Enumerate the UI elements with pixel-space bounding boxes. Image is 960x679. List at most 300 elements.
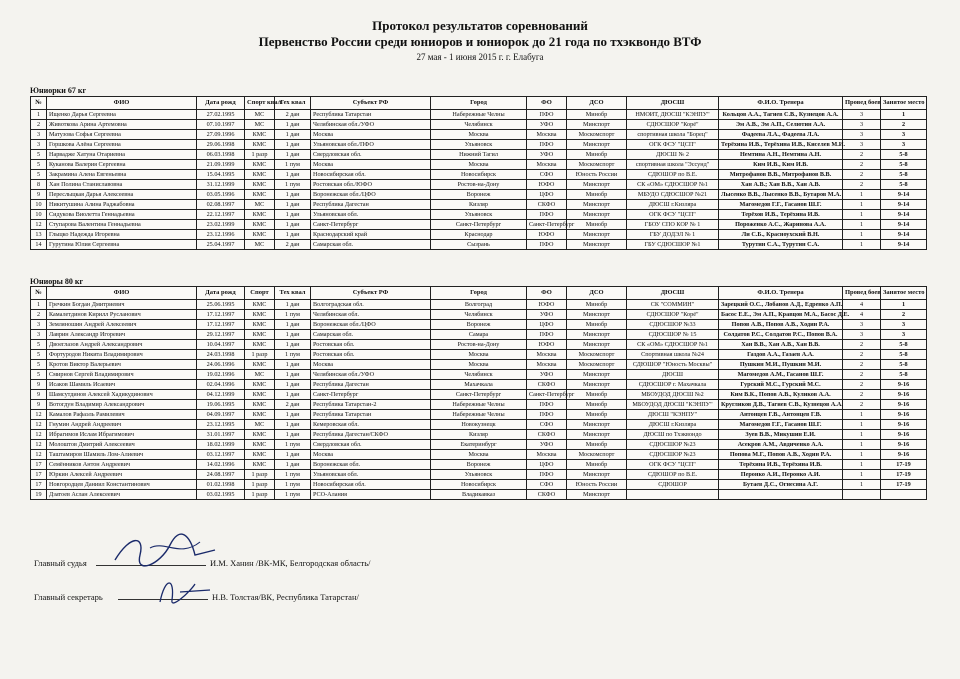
table-cell: Новгородцев Даниил Константинович: [47, 480, 197, 490]
table-cell: 1 пум: [275, 180, 311, 190]
table-cell: КМС: [245, 140, 275, 150]
table-cell: Москомспорт: [567, 160, 627, 170]
table-cell: 19.06.1995: [197, 400, 245, 410]
table-cell: Челябинская обл./УФО: [311, 120, 431, 130]
column-header: Дата рожд: [197, 97, 245, 110]
table-cell: Москва: [311, 130, 431, 140]
table-cell: 1 дан: [275, 140, 311, 150]
table-cell: 1 дан: [275, 230, 311, 240]
table-cell: Минобр: [567, 150, 627, 160]
table-cell: Попов А.В., Попов А.В., Ходин Р.А.: [719, 320, 843, 330]
table-row: [31, 160, 927, 170]
table-cell: Басос Е.Е., Эм А.П., Кравцов М.А., Басос Д.Е.: [719, 310, 843, 320]
table-cell: Вотогдун Владимир Александрович: [47, 400, 197, 410]
table-cell: СДЮШОР "Юность Москвы": [627, 360, 719, 370]
table-cell: 1: [843, 410, 881, 420]
table-cell: Минспорт: [567, 180, 627, 190]
table-cell: 2: [843, 360, 881, 370]
table-cell: 9-16: [881, 450, 927, 460]
table-cell: Челябинск: [431, 370, 527, 380]
table-cell: Санкт-Петербург: [311, 390, 431, 400]
table-cell: Новосибирск: [431, 480, 527, 490]
table-cell: Зуев В.В., Микушин Е.И.: [719, 430, 843, 440]
table-cell: Гурский М.С., Гурский М.С.: [719, 380, 843, 390]
table-cell: 9-14: [881, 200, 927, 210]
table-cell: МБУДО СДЮСШОР №21: [627, 190, 719, 200]
table-cell: 17-19: [881, 480, 927, 490]
table-cell: 1 дан: [275, 120, 311, 130]
table-cell: Ищенко Дарья Сергеевна: [47, 110, 197, 120]
table-cell: 1 дан: [275, 430, 311, 440]
table-cell: 1 пум: [275, 470, 311, 480]
table-cell: Новосибирская обл.: [311, 170, 431, 180]
table-cell: Лаврин Александр Игоревич: [47, 330, 197, 340]
table-cell: Москва: [311, 360, 431, 370]
table-cell: МС: [245, 110, 275, 120]
table-cell: 8: [31, 180, 47, 190]
table-cell: Минобр: [567, 410, 627, 420]
results-table-women-67: [30, 96, 927, 250]
table-cell: 2: [843, 350, 881, 360]
table-cell: Республика Татарстан-2: [311, 400, 431, 410]
table-cell: Новосибирская обл.: [311, 480, 431, 490]
table-cell: 4: [843, 300, 881, 310]
column-header: ДСО: [567, 287, 627, 300]
table-cell: Фортуродов Никита Владимирович: [47, 350, 197, 360]
table-cell: УФО: [527, 150, 567, 160]
table-cell: Асекров А.М., Авдиченко А.А.: [719, 440, 843, 450]
table-cell: 1 пум: [275, 440, 311, 450]
table-cell: Минобр: [567, 400, 627, 410]
table-cell: 2 дан: [275, 110, 311, 120]
table-cell: 10.04.1997: [197, 340, 245, 350]
table-cell: Терёхина И.В., Терёхина И.В.: [719, 460, 843, 470]
table-cell: КМС: [245, 410, 275, 420]
table-cell: 1: [843, 440, 881, 450]
table-cell: Минспорт: [567, 470, 627, 480]
table-cell: [719, 490, 843, 500]
table-cell: 5: [31, 360, 47, 370]
table-cell: 1: [843, 200, 881, 210]
table-cell: 14: [31, 240, 47, 250]
table-cell: ЮФО: [527, 180, 567, 190]
table-cell: Юность России: [567, 480, 627, 490]
table-cell: 5: [31, 350, 47, 360]
table-cell: 1: [881, 300, 927, 310]
table-cell: Москва: [527, 360, 567, 370]
table-cell: 17-19: [881, 470, 927, 480]
table-cell: 9: [31, 390, 47, 400]
table-row: [31, 350, 927, 360]
table-cell: Хан В.В., Хан А.В., Хан В.В.: [719, 340, 843, 350]
table-cell: 3: [843, 320, 881, 330]
table-cell: 1 пум: [275, 490, 311, 500]
chief-judge-signature: [110, 530, 220, 570]
table-cell: Воронеж: [431, 460, 527, 470]
table-cell: 15.04.1995: [197, 170, 245, 180]
table-cell: Пушкин М.И., Пушкин М.И.: [719, 360, 843, 370]
table-cell: Набережные Челны: [431, 410, 527, 420]
table-cell: КМС: [245, 330, 275, 340]
table-cell: СДЮСШОР "Корё": [627, 120, 719, 130]
table-row: [31, 140, 927, 150]
table-cell: 24.08.1997: [197, 470, 245, 480]
table-cell: ПФО: [527, 330, 567, 340]
table-cell: 1 разр: [245, 470, 275, 480]
table-cell: 17-19: [881, 460, 927, 470]
table-cell: Москомспорт: [567, 350, 627, 360]
table-cell: Кемеровская обл.: [311, 420, 431, 430]
table-cell: 9-16: [881, 390, 927, 400]
table-row: [31, 370, 927, 380]
table-cell: Лысенко В.В., Лысенко В.В., Бутаров М.А.: [719, 190, 843, 200]
table-cell: КМС: [245, 130, 275, 140]
table-cell: Кругликов Д.В., Тагиев С.В., Кузнецов А.А.: [719, 400, 843, 410]
table-row: [31, 200, 927, 210]
table-cell: 9: [31, 400, 47, 410]
table-cell: ПФО: [527, 240, 567, 250]
table-row: [31, 490, 927, 500]
table-cell: Двоеглазов Андрей Александрович: [47, 340, 197, 350]
table-cell: 1 дан: [275, 420, 311, 430]
table-cell: [627, 490, 719, 500]
table-cell: Камалов Рафаэль Рамилевич: [47, 410, 197, 420]
table-cell: Ростовская обл.: [311, 340, 431, 350]
table-cell: 1 дан: [275, 150, 311, 160]
table-cell: КМС: [245, 210, 275, 220]
table-cell: Санкт-Петербург: [527, 390, 567, 400]
table-cell: 19: [31, 490, 47, 500]
table-cell: Республика Татарстан: [311, 410, 431, 420]
table-cell: Кольцов А.А., Тагиев С.В., Кузнецов А.А.: [719, 110, 843, 120]
table-cell: Санкт-Петербург: [311, 220, 431, 230]
table-cell: 17: [31, 460, 47, 470]
table-row: [31, 460, 927, 470]
table-cell: 9-16: [881, 430, 927, 440]
table-cell: Газдов А.А., Газаев А.А.: [719, 350, 843, 360]
column-header: ДСО: [567, 97, 627, 110]
table-cell: Магомедов А.М., Гасанов Ш.Г.: [719, 370, 843, 380]
table-row: [31, 180, 927, 190]
table-cell: 1: [843, 220, 881, 230]
table-cell: КМС: [245, 310, 275, 320]
column-header: Субъект РФ: [311, 97, 431, 110]
table-cell: 1 дан: [275, 390, 311, 400]
table-cell: Перонко А.И., Перонко А.И.: [719, 470, 843, 480]
table-cell: Кизляр: [431, 200, 527, 210]
table-cell: 2: [843, 150, 881, 160]
table-cell: Воронежская обл.: [311, 460, 431, 470]
table-cell: 5-8: [881, 350, 927, 360]
table-cell: Солдатов Р.С., Солдатов Р.С., Попов В.А.: [719, 330, 843, 340]
table-cell: 2: [881, 120, 927, 130]
table-cell: 5-8: [881, 370, 927, 380]
table-cell: СДЮСШОР №23: [627, 440, 719, 450]
table-cell: МС: [245, 370, 275, 380]
table-cell: 1 дан: [275, 130, 311, 140]
table-cell: 1: [843, 450, 881, 460]
table-cell: КМС: [245, 160, 275, 170]
table-cell: 1: [881, 110, 927, 120]
table-cell: 2: [843, 390, 881, 400]
table-cell: Таштамиров Шамиль Лом-Алиевич: [47, 450, 197, 460]
column-header: Спорт: [245, 287, 275, 300]
table-cell: 1 пум: [275, 480, 311, 490]
table-cell: Минспорт: [567, 370, 627, 380]
table-row: [31, 420, 927, 430]
table-cell: 1 пум: [275, 160, 311, 170]
table-cell: СДЮСШОР г. Махачкала: [627, 380, 719, 390]
table-cell: 5: [31, 150, 47, 160]
table-row: [31, 400, 927, 410]
table-cell: Санкт-Петербург: [527, 220, 567, 230]
column-header: Занятое место: [881, 287, 927, 300]
table-cell: ДЮСШ г.Кизляра: [627, 200, 719, 210]
table-cell: ГБУ СДЮСШОР №1: [627, 240, 719, 250]
table-cell: СКФО: [527, 200, 567, 210]
table-cell: 2: [843, 380, 881, 390]
table-cell: Земляношин Андрей Алексеевич: [47, 320, 197, 330]
table-cell: Ростов-на-Дону: [431, 180, 527, 190]
table-cell: 31.12.1999: [197, 180, 245, 190]
table-cell: 1 дан: [275, 200, 311, 210]
table-cell: 10: [31, 200, 47, 210]
table-cell: 9-16: [881, 410, 927, 420]
table-cell: Республика Дагестан: [311, 200, 431, 210]
table-row: [31, 330, 927, 340]
table-cell: СДЮШОР по В.Е.: [627, 170, 719, 180]
table-cell: 2 дан: [275, 400, 311, 410]
table-cell: Москва: [527, 130, 567, 140]
table-cell: ДЮСШ г.Кизляра: [627, 420, 719, 430]
table-cell: 02.08.1997: [197, 200, 245, 210]
table-cell: 5: [31, 370, 47, 380]
table-cell: 27.02.1995: [197, 110, 245, 120]
table-cell: ДЮСШ: [627, 370, 719, 380]
table-cell: 1: [843, 210, 881, 220]
table-row: [31, 360, 927, 370]
table-cell: Гурутина Юлия Сергеевна: [47, 240, 197, 250]
document-title: Протокол результатов соревнований: [372, 18, 588, 33]
table-cell: Минспорт: [567, 120, 627, 130]
table-cell: Семёнников Антон Андреевич: [47, 460, 197, 470]
column-header: Субъект РФ: [311, 287, 431, 300]
table-cell: Минобр: [567, 110, 627, 120]
table-cell: СДЮСШОР № 15: [627, 330, 719, 340]
table-cell: 1 пум: [275, 350, 311, 360]
table-cell: Москва: [311, 450, 431, 460]
column-header: ФИО: [47, 287, 197, 300]
table-cell: Ростовская обл.: [311, 350, 431, 360]
table-cell: Молоштов Дмитрий Алексеевич: [47, 440, 197, 450]
table-cell: Исаков Шамиль Исаевич: [47, 380, 197, 390]
table-cell: 3: [31, 330, 47, 340]
date-place: 27 мая - 1 июня 2015 г. г. Елабуга: [416, 52, 544, 62]
table-cell: Шамсутдинов Алексей Хадикудинович: [47, 390, 197, 400]
table-row: [31, 320, 927, 330]
table-cell: Ульяновская обл./ПФО: [311, 140, 431, 150]
table-cell: Ульяновск: [431, 210, 527, 220]
column-header: ФИО: [47, 97, 197, 110]
table-cell: 1: [31, 300, 47, 310]
chief-secretary-name: Н.В. Толстая/ВК, Республика Татарстан/: [212, 592, 359, 602]
table-cell: Москва: [527, 450, 567, 460]
table-cell: Москва: [431, 350, 527, 360]
table-cell: Самара: [431, 330, 527, 340]
table-cell: КМС: [245, 390, 275, 400]
table-cell: 1 дан: [275, 300, 311, 310]
chief-judge-label: Главный судья: [34, 558, 87, 568]
table-cell: КМС: [245, 430, 275, 440]
table-row: [31, 220, 927, 230]
table-cell: 1 дан: [275, 340, 311, 350]
table-cell: Попова М.Г., Попов А.В., Ходин Р.А.: [719, 450, 843, 460]
column-header: Город: [431, 97, 527, 110]
table-row: [31, 340, 927, 350]
table-cell: Ростовская обл./ЮФО: [311, 180, 431, 190]
table-cell: 3: [843, 140, 881, 150]
table-cell: ГБУ ДОДЭЛ № 1: [627, 230, 719, 240]
table-cell: КМС: [245, 170, 275, 180]
table-cell: 1 разр: [245, 490, 275, 500]
table-cell: 1: [843, 230, 881, 240]
table-cell: Ким И.В., Ким И.В.: [719, 160, 843, 170]
column-header: Ф.И.О. Тренера: [719, 287, 843, 300]
table-cell: 1 дан: [275, 170, 311, 180]
table-cell: Никитушина Алина Раджабовна: [47, 200, 197, 210]
table-cell: КМС: [245, 460, 275, 470]
table-cell: СФО: [527, 480, 567, 490]
table-cell: 1: [843, 430, 881, 440]
table-cell: СДЮШОР: [627, 480, 719, 490]
table-cell: Республика Татарстан: [311, 110, 431, 120]
table-cell: 02.04.1996: [197, 380, 245, 390]
table-cell: КМС: [245, 450, 275, 460]
table-cell: СДЮСШОР №23: [627, 450, 719, 460]
table-cell: 25.06.1995: [197, 300, 245, 310]
table-row: [31, 300, 927, 310]
table-cell: Бутаев Д.С., Огнесяна А.Г.: [719, 480, 843, 490]
table-cell: Ким В.К., Попов А.В., Куликов А.А.: [719, 390, 843, 400]
table-cell: ЮФО: [527, 340, 567, 350]
table-cell: 9-14: [881, 230, 927, 240]
table-row: [31, 190, 927, 200]
table-cell: 22.12.1997: [197, 210, 245, 220]
table-cell: спортивная школа "Эссунд": [627, 160, 719, 170]
table-cell: 2: [31, 120, 47, 130]
table-cell: Закрамина Алена Евгеньевна: [47, 170, 197, 180]
column-header: Провед боев: [843, 97, 881, 110]
table-cell: 2: [843, 170, 881, 180]
table-cell: Москомспорт: [567, 450, 627, 460]
table-cell: Юркин Алексей Андреевич: [47, 470, 197, 480]
table-cell: 9-14: [881, 220, 927, 230]
table-cell: Республика Дагестан: [311, 380, 431, 390]
table-cell: Новосибирск: [431, 170, 527, 180]
table-cell: Дзатоев Аслан Алексеевич: [47, 490, 197, 500]
table-header-row: [31, 97, 927, 110]
table-cell: 9-14: [881, 210, 927, 220]
table-cell: 04.09.1997: [197, 410, 245, 420]
table-cell: СКФО: [527, 490, 567, 500]
table-cell: 27.09.1996: [197, 130, 245, 140]
table-cell: Минспорт: [567, 140, 627, 150]
table-cell: МБОУДОД ДЮСШ №2: [627, 390, 719, 400]
table-cell: Минобр: [567, 300, 627, 310]
table-cell: 1 дан: [275, 220, 311, 230]
table-cell: 19.02.1996: [197, 370, 245, 380]
table-cell: Турутин С.А., Турутин С.А.: [719, 240, 843, 250]
table-cell: 1: [31, 110, 47, 120]
table-cell: 3: [881, 320, 927, 330]
table-cell: ПФО: [527, 110, 567, 120]
table-cell: КМС: [245, 230, 275, 240]
table-cell: Набережные Челны: [431, 400, 527, 410]
table-cell: 5-8: [881, 360, 927, 370]
table-cell: Терёхина И.В., Терёхина И.В., Киселев М.И.: [719, 140, 843, 150]
table-cell: 17: [31, 470, 47, 480]
table-cell: Ростов-на-Дону: [431, 340, 527, 350]
table-cell: 17: [31, 480, 47, 490]
table-cell: Переслыцкая Дарья Алексеевна: [47, 190, 197, 200]
table-cell: 1: [843, 470, 881, 480]
table-cell: ОГК ФСУ "ЦСП": [627, 210, 719, 220]
table-cell: НМОИТ, ДЮСШ "КЭНПУ": [627, 110, 719, 120]
table-cell: 23.02.1999: [197, 220, 245, 230]
table-cell: 1 дан: [275, 360, 311, 370]
table-cell: 1 дан: [275, 190, 311, 200]
table-row: [31, 170, 927, 180]
table-cell: 2: [843, 180, 881, 190]
column-header: №: [31, 287, 47, 300]
column-header: Занятое место: [881, 97, 927, 110]
table-row: [31, 390, 927, 400]
table-cell: ПФО: [527, 400, 567, 410]
table-row: [31, 440, 927, 450]
table-cell: 29.12.1997: [197, 330, 245, 340]
table-cell: СДЮСШОР №33: [627, 320, 719, 330]
column-header: ФО: [527, 287, 567, 300]
table-cell: 3: [843, 120, 881, 130]
table-cell: Ульяновск: [431, 140, 527, 150]
table-cell: УФО: [527, 120, 567, 130]
table-cell: 1 разр: [245, 150, 275, 160]
table-cell: СДЮСШОР "Корё": [627, 310, 719, 320]
table-cell: Новокузнецк: [431, 420, 527, 430]
table-cell: 23.12.1996: [197, 230, 245, 240]
column-header: Тех квал: [275, 97, 311, 110]
table-row: [31, 230, 927, 240]
table-cell: Кизляр: [431, 430, 527, 440]
table-cell: 2: [31, 310, 47, 320]
table-cell: Москва: [431, 160, 527, 170]
table-cell: 5-8: [881, 150, 927, 160]
table-cell: Самарская обл.: [311, 240, 431, 250]
table-cell: ЦФО: [527, 190, 567, 200]
table-cell: КМС: [245, 380, 275, 390]
table-cell: 21.09.1999: [197, 160, 245, 170]
table-cell: 5: [31, 160, 47, 170]
table-cell: Гнумин Андрей Андреевич: [47, 420, 197, 430]
table-cell: Минспорт: [567, 380, 627, 390]
table-cell: 3: [881, 330, 927, 340]
table-cell: 1 дан: [275, 210, 311, 220]
table-cell: 24.06.1996: [197, 360, 245, 370]
table-cell: Республика Дагестан/СКФО: [311, 430, 431, 440]
table-cell: ДЮСШ № 2: [627, 150, 719, 160]
table-cell: 9-16: [881, 420, 927, 430]
table-cell: Пороженко А.С., Жаринова А.А.: [719, 220, 843, 230]
